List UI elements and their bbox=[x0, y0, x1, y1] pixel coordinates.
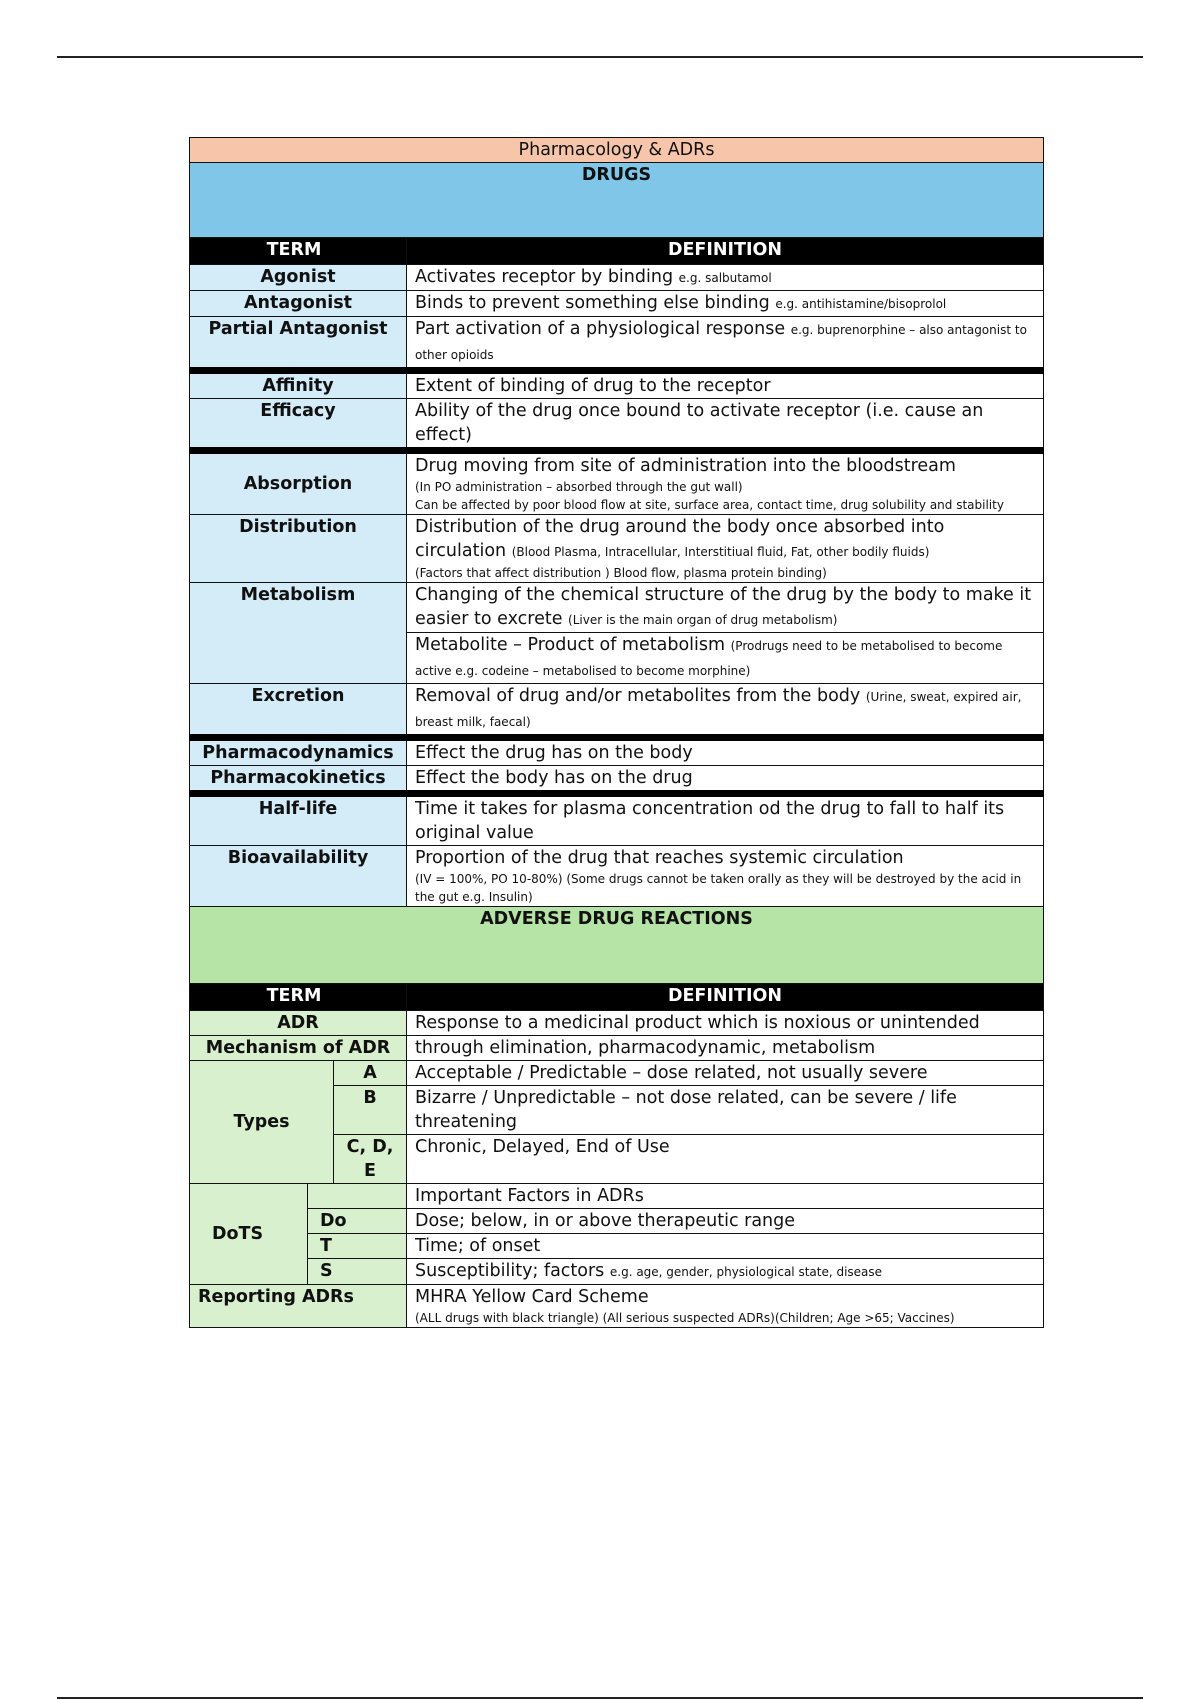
drugs-header-row bbox=[190, 238, 1044, 265]
definition-cell: Part activation of a physiological response e.g. buprenorphine – also antagonist to other opioids bbox=[407, 317, 1044, 371]
term-cell: Absorption bbox=[190, 451, 407, 515]
header-rule bbox=[57, 56, 1143, 58]
definition-cell: through elimination, pharmacodynamic, metabolism bbox=[407, 1036, 1044, 1061]
definition-cell: Activates receptor by binding e.g. salbutamol bbox=[407, 265, 1044, 291]
adr-header-definition: DEFINITION bbox=[407, 984, 1044, 1011]
definition-cell: MHRA Yellow Card Scheme (ALL drugs with black triangle) (All serious suspected ADRs)(Children; Age >65; Vaccines) bbox=[407, 1285, 1044, 1328]
adr-section-title: ADVERSE DRUG REACTIONS bbox=[190, 907, 1044, 984]
table-row bbox=[190, 1259, 1044, 1285]
table-row bbox=[190, 451, 1044, 515]
table-row bbox=[190, 1011, 1044, 1036]
table-row bbox=[190, 738, 1044, 766]
table-row bbox=[190, 1234, 1044, 1259]
definition-cell: Changing of the chemical structure of the drug by the body to make it easier to excrete (Liver is the main organ of drug metabolism) bbox=[407, 583, 1044, 633]
table-row bbox=[190, 317, 1044, 371]
term-cell: Partial Antagonist bbox=[190, 317, 407, 371]
table-row bbox=[190, 265, 1044, 291]
dots-code-cell: T bbox=[308, 1234, 407, 1259]
definition-cell: Acceptable / Predictable – dose related, not usually severe bbox=[407, 1061, 1044, 1086]
definition-cell: Drug moving from site of administration into the bloodstream (In PO administration – absorbed through the gut wall) Can be affected by poor blood flow at site, surface area, contact time, drug solubility and stability bbox=[407, 451, 1044, 515]
drugs-section-title: DRUGS bbox=[190, 163, 1044, 238]
table-row bbox=[190, 1036, 1044, 1061]
term-cell: Reporting ADRs bbox=[190, 1285, 407, 1328]
type-code-cell: A bbox=[334, 1061, 407, 1086]
term-cell: Types bbox=[190, 1061, 334, 1184]
drugs-section-row bbox=[190, 163, 1044, 238]
definition-cell: Dose; below, in or above therapeutic range bbox=[407, 1209, 1044, 1234]
table-row bbox=[190, 1285, 1044, 1328]
pharmacology-table bbox=[189, 137, 1044, 1328]
pharmacology-sheet bbox=[189, 137, 1043, 1328]
term-cell: Half-life bbox=[190, 794, 407, 846]
dots-code-cell: S bbox=[308, 1259, 407, 1285]
term-cell: Mechanism of ADR bbox=[190, 1036, 407, 1061]
definition-cell: Extent of binding of drug to the receptor bbox=[407, 371, 1044, 399]
definition-cell: Removal of drug and/or metabolites from the body (Urine, sweat, expired air, breast milk, faecal) bbox=[407, 684, 1044, 738]
definition-cell: Bizarre / Unpredictable – not dose related, can be severe / life threatening bbox=[407, 1086, 1044, 1135]
term-cell: Pharmacodynamics bbox=[190, 738, 407, 766]
adr-header-term: TERM bbox=[190, 984, 407, 1011]
footer-rule bbox=[57, 1697, 1143, 1699]
term-cell: Antagonist bbox=[190, 291, 407, 317]
term-cell: Affinity bbox=[190, 371, 407, 399]
term-cell: DoTS bbox=[190, 1184, 308, 1285]
term-cell: Bioavailability bbox=[190, 846, 407, 907]
definition-cell: Effect the drug has on the body bbox=[407, 738, 1044, 766]
table-row bbox=[190, 1184, 1044, 1209]
term-cell: ADR bbox=[190, 1011, 407, 1036]
definition-cell: Chronic, Delayed, End of Use bbox=[407, 1135, 1044, 1184]
dots-code-cell: Do bbox=[308, 1209, 407, 1234]
type-code-cell: B bbox=[334, 1086, 407, 1135]
drugs-header-term: TERM bbox=[190, 238, 407, 265]
definition-cell: Time; of onset bbox=[407, 1234, 1044, 1259]
definition-cell: Effect the body has on the drug bbox=[407, 766, 1044, 794]
table-row bbox=[190, 846, 1044, 907]
definition-cell: Susceptibility; factors e.g. age, gender, physiological state, disease bbox=[407, 1259, 1044, 1285]
term-cell: Excretion bbox=[190, 684, 407, 738]
table-row bbox=[190, 515, 1044, 583]
definition-cell: Proportion of the drug that reaches systemic circulation (IV = 100%, PO 10-80%) (Some drugs cannot be taken orally as they will be destroyed by the acid in the gut e.g. Insulin) bbox=[407, 846, 1044, 907]
adr-section-row bbox=[190, 907, 1044, 984]
definition-cell: Ability of the drug once bound to activate receptor (i.e. cause an effect) bbox=[407, 399, 1044, 451]
definition-cell: Response to a medicinal product which is noxious or unintended bbox=[407, 1011, 1044, 1036]
term-cell: Agonist bbox=[190, 265, 407, 291]
type-code-cell: C, D, E bbox=[334, 1135, 407, 1184]
drugs-header-definition: DEFINITION bbox=[407, 238, 1044, 265]
title-row bbox=[190, 138, 1044, 163]
term-cell: Metabolism bbox=[190, 583, 407, 684]
table-row bbox=[190, 583, 1044, 633]
adr-header-row bbox=[190, 984, 1044, 1011]
definition-cell: Binds to prevent something else binding e.g. antihistamine/bisoprolol bbox=[407, 291, 1044, 317]
definition-cell: Metabolite – Product of metabolism (Prodrugs need to be metabolised to become active e.g. codeine – metabolised to become morphine) bbox=[407, 633, 1044, 684]
table-row bbox=[190, 291, 1044, 317]
term-cell: Distribution bbox=[190, 515, 407, 583]
table-row bbox=[190, 766, 1044, 794]
table-row bbox=[190, 1061, 1044, 1086]
definition-cell: Distribution of the drug around the body once absorbed into circulation (Blood Plasma, Intracellular, Interstitiual fluid, Fat, other bodily fluids) (Factors that affect distribution ) Blood flow, plasma protein binding) bbox=[407, 515, 1044, 583]
table-row bbox=[190, 684, 1044, 738]
page-title: Pharmacology & ADRs bbox=[190, 138, 1044, 163]
table-row bbox=[190, 1209, 1044, 1234]
table-row bbox=[190, 371, 1044, 399]
table-row bbox=[190, 794, 1044, 846]
term-cell: Pharmacokinetics bbox=[190, 766, 407, 794]
definition-cell: Important Factors in ADRs bbox=[407, 1184, 1044, 1209]
definition-cell: Time it takes for plasma concentration od the drug to fall to half its original value bbox=[407, 794, 1044, 846]
term-cell: Efficacy bbox=[190, 399, 407, 451]
table-row bbox=[190, 399, 1044, 451]
blank-cell bbox=[308, 1184, 407, 1209]
